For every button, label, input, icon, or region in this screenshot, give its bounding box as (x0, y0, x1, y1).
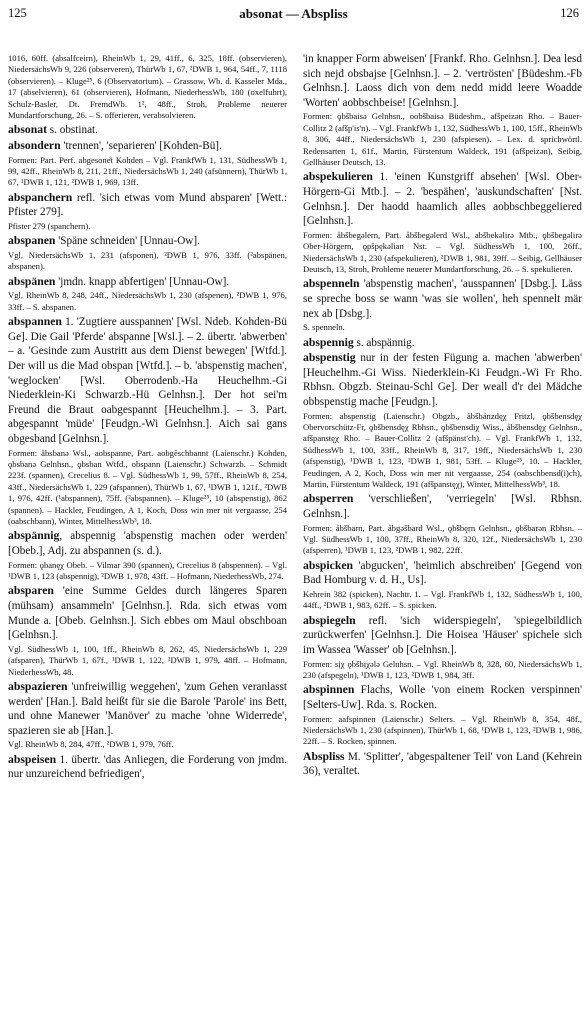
definition: nur in der festen Fügung a. machen 'abwerben' [Heuchelhm.-Gi Wiss. Niederklein-Ki Feudgn.-Wi Fr Rho. Rbhsn. Obgzb. Steinau-Schl Ge]. Der weall d'r dei Mädche obbspenstig mache [Feudgn.]. (303, 352, 582, 408)
definition: 'abspenstig machen', 'ausspannen' [Dsbg.]. Läss se spreche boss se wann 'was sie wollen', heh spennelt mär nex ab [Dsbg.]. (303, 278, 582, 320)
definition: s. obstinat. (46, 124, 98, 137)
definition: 'verschließen', 'verriegeln' [Wsl. Rbhsn. Gelnhsn.]. (303, 493, 582, 520)
dictionary-entry (303, 336, 582, 351)
headword: abspanen (8, 234, 56, 248)
entry-references: S. spenneln. (303, 322, 345, 333)
dictionary-entry (303, 559, 582, 588)
dictionary-entry (8, 529, 287, 558)
headword: abspazieren (8, 680, 68, 694)
dictionary-entry (8, 139, 287, 154)
headword: abspicken (303, 558, 354, 572)
dictionary-entry (8, 191, 287, 220)
dictionary-entry (8, 753, 287, 782)
entry-references: Kehrein 382 (spicken), Nachtr. 1. – Vgl. FrankfWb 1, 132, SüdhessWb 1, 100, 44ff., ²DWB 1, 983, 62ff. – S. spicken. (303, 589, 582, 611)
definition: 'jmdn. knapp abfertigen' [Unnau-Ow]. (55, 275, 230, 288)
headword: abspännig (8, 529, 60, 543)
entry-references: Formen: åbšbarn, Part. åbgəšbard Wsl., ǫbšbęṛn Gelnhsn., ǫbšbarən Rbhsn. – Vgl. SüdhessWb 1, 100, 37ff., RheinWb 8, 320, 12f., NiedersächsWb 1, 230 (afsperren), ¹DWB 1, 123, ²DWB 1, 982, 22ff. (303, 522, 582, 556)
entry-references: Pfister 279 (spanchern). (8, 221, 91, 232)
definition: refl. 'sich etwas vom Mund absparen' [Wett.: Pfister 279]. (8, 191, 287, 219)
headword: abspenneln (303, 277, 360, 291)
definition: s. abspännig. (353, 336, 415, 349)
headword: abspannen (8, 315, 62, 329)
headword: abspeisen (8, 752, 57, 766)
dictionary-entry (8, 680, 287, 738)
page-number-left: 125 (8, 6, 27, 20)
dictionary-entry (303, 170, 582, 228)
definition: refl. 'sich widerspiegeln', 'spiegelbildlich zurückwerfen' [Gelnhsn.]. Die Hoisea 'Häuser' spichele sich im Wassea 'Wasser' ob [Gelnhsn.]. (303, 614, 582, 656)
entry-references: 1016, 60ff. (absalfceirn), RheinWb 1, 29, 41ff., 6, 325, 18ff. (observieren), NiedersächsWb 9, 226 (observeren), ThürWb 1, 67, ²DWB 1, 964, 54ff., 7, 1118 (observieren). – Kluge²⁵, 6 (Observatorium). – Grassow, Wb. d. Kasseler Mda., 17 (abselvieren), 61 (observieren), Hofmann, NiederhessWb, 180 (oxelfuhrt), Schulz-Basler, Dt. FremdWb. 1², 48ff., Stroh, Probleme neuerer Mundartforschung, 26. – S. offerieren, verabsolvieren. (8, 53, 287, 121)
dictionary-entry (8, 234, 287, 249)
definition: 'abgucken', 'heimlich abschreiben' [Gegend von Bad Homburg v. d. H., Us]. (303, 559, 582, 587)
dictionary-entry (8, 275, 287, 290)
headword: absonat (8, 123, 47, 137)
left-column (8, 52, 287, 1024)
entry-references: Formen: ǫbanęχ Obeb. – Vilmar 390 (spannen), Crecelius 8 (abspennen). – Vgl. ¹DWB 1, 123 (abspennig), ²DWB 1, 978, 43ff. – Hofmann, NiederhessWb, 274. (8, 559, 287, 582)
dictionary-entry (303, 351, 582, 409)
dictionary-entry (303, 683, 582, 712)
entry-references: Vgl. SüdhessWb 1, 100, 1ff., RheinWb 8, 262, 45, NiedersächsWb 1, 229 (afsparen), ThürWb 1, 67f., ¹DWB 1, 122, ²DWB 1, 979, 48ff. – Hofmann, NiederhessWb, 48. (8, 643, 287, 677)
page-header (0, 6, 587, 26)
dictionary-entry (303, 492, 582, 521)
definition: 'trennen', 'separieren' [Kohden-Bü]. (60, 140, 222, 153)
dictionary-entry (8, 123, 287, 138)
entry-references: Formen: abspenstig (Laienschr.) Obgzb., åbšbånzdęχ Fritzl, ǫbšbensdęχ Obervorschütz-Fr, ǫbšbensdęχ Rbhsn., ǫbšbensdiχ Wiss., åbšbensdęχ Gelnhsn., afšpanstęχ Rho. – Bauer-Collitz 2 (afšpänst'ch). – Vgl. FrankfWb 1, 132, SüdhessWb 1, 100, 33ff., RheinWb 8, 317, 19ff., NiedersächsWb 1, 230 (afspenstig), ¹DWB 1, 123, ²DWB 1, 981, 53ff. – Kluge²⁵, 10. – Hackler, Feudingen, A 2, Koch, Doss win mer nit vergaasse, 254 (oabschbensd(i)ch), Martin, Fürstentum Waldeck, 191 (afšpanstęχ), Winter, MittelhessWb³, 18. (303, 410, 582, 489)
definition: , abspennig 'abspenstig machen oder werden' [Obeb.], Adj. zu abspannen (s. d.). (8, 530, 287, 558)
headword: Abspliss (303, 749, 345, 763)
entry-references: Vgl. RheinWb 8, 248, 24ff., NiedersächsWb 1, 230 (afspenen), ²DWB 1, 976, 33ff. – S. abspanen. (8, 290, 287, 312)
headword: abspiegeln (303, 613, 356, 627)
headword: abspinnen (303, 683, 355, 697)
page-number-right: 126 (560, 6, 579, 20)
definition: 1. übertr. 'das Anliegen, die Forderung von jmdm. nur unzureichend befriedigen', (8, 753, 287, 781)
dictionary-entry (303, 277, 582, 321)
entry-references: Formen: ǫbšbaisə Gelnhsn., oobšbaisə Büdeshm., afšpeizən Rho. – Bauer-Collitz 2 (afšp'is'n). – Vgl. FrankfWb 1, 132, SüdhessWb 1, 100, 15ff., RheinWb 8, 306, 44ff., NiedersächsWb 1, 230 (afspiesen). – Lex. d. sprichwörtl. Redensarten 1, 61f., Martin, Fürstentum Waldeck, 191 (afšpeizən), Seibig, Gellhäuser Deutsch, 13. (303, 111, 582, 167)
dictionary-entry (303, 750, 582, 779)
definition: 'Späne schneiden' [Unnau-Ow]. (55, 235, 200, 248)
entry-references: Vgl. RheinWb 8, 284, 47ff., ²DWB 1, 979, 76ff. (8, 739, 174, 750)
headword: absondern (8, 139, 61, 153)
dictionary-entry (8, 315, 287, 446)
definition: 1. 'Zugtiere ausspannen' [Wsl. Ndeb. Kohden-Bü Ge]. Die Gail 'Pferde' abspanne [Wsl.]. – 2. übertr. 'abwerben' – a. 'Gesinde zum Austritt aus dem Dienst bewegen' [Wtfd.]. Der will us die Mad obspan [Wtfd.]. – b. 'abspenstig machen', 'weglocken' [Wsl. Oberrodenb.-Ha Heuchelhm.-Gi Niederklein-Ki Schwarzb.-Hü Gelnhsn.]. Der hot sei'm Freund die Braut oabgespannt [Heuchelhm.]. – 3. Part. abgespannt 'müde' [Feudgn.-Wi Gelnhsn.]. Aich sai gans obgesband [Gelnhsn.]. (8, 316, 287, 445)
definition: M. 'Splitter', 'abgespaltener Teil' von Land (Kehrein 36), veraltet. (303, 750, 582, 778)
headword: abspennig (303, 335, 354, 349)
headword: abspekulieren (303, 170, 373, 184)
headword: abspenstig (303, 351, 356, 365)
headword: absparen (8, 584, 54, 598)
right-column (303, 52, 582, 1024)
dictionary-entry (8, 584, 287, 642)
dictionary-entry-continued (303, 52, 582, 110)
entry-references: Formen: Part. Perf. abgesone̊t Kohden – Vgl. FrankfWb 1, 131, SüdhessWb 1, 99, 42ff., RheinWb 8, 211, 21ff., NiedersächsWb 1, 240 (afsünnern), ThürWb 1, 67, ¹DWB 1, 121, ²DWB 1, 969, 13ff. (8, 154, 287, 188)
headword: absperren (303, 492, 354, 506)
definition: 'unfreiwillig weggehen', 'zum Gehen veranlasst werden' [Han.]. Bald heißt für sie die Barole 'Parole' ins Bett, und ohne Manewer 'Manöver' zu mache 'ohne Widerrede', spazieren sie ab [Han.]. (8, 681, 287, 737)
entry-references: Formen: aafspinnen (Laienschr.) Selters. – Vgl. RheinWb 8, 354, 48f., NiedersächsWb 1, 230 (afspinnen), ThürWb 1, 68, ¹DWB 1, 123, ²DWB 1, 986, 22ff. – S. Rocken, spinnen. (303, 713, 582, 747)
definition: 'eine Summe Geldes durch längeres Sparen (mühsam) ansammeln' [Gelnhsn.]. Rda. sich etwas vom Munde a. [Obeb. Gelnhsn.]. Sich ebbes om Maul obschboan [Gelnhsn.]. (8, 585, 287, 642)
entry-references: Formen: åbsbanə Wsl., aobspanne, Part. aobgĕschbannt (Laienschr.) Kohden, ǫbsbanə Gelnhsn., ǫbsban Wtfd., obspann (Laienschr.) Schwarzb. – Schmidt 223f. (spannen), Crecelius 8. – Vgl. SüdhessWb 1, 99, 57ff., RheinWb 8, 254, 43ff., NiedersächsWb 1, 229 (afspannen), ThürWb 1, 67, ¹DWB 1, 121f., ²DWB 1, 976, 42ff. (¹abspannen), 75ff. (²abspannen). – Kluge²⁵, 10 (abspenstig), 862 (spannen). – Hackler, Feudingen, A 1, Koch, Doss win mer nit vergaasse, 254 (oabschbann), Winter, MittelhessWb³, 18. (8, 447, 287, 527)
entry-references: Formen: åbšbegəlern, Part. åbšbegəlerd Wsl., abšbekəlirə Mtb., ǫbšbegəlirə Ober-Hörgern, ǫpšpękəlian Nst. – Vgl. SüdhessWb 1, 100, 26ff., NiedersächsWb 1, 230 (afspekulieren), ²DWB 1, 981, 39ff. – Seibig, Gellhäuser Deutsch, 13, Stroh, Probleme neuerer Mundartforschung, 26. – S. spekulieren. (303, 229, 582, 274)
entry-references: Formen: sịχ ǫbšbịχələ Gelnhsn. – Vgl. RheinWb 8, 328, 60, NiedersächsWb 1, 230 (afspegeln), ¹DWB 1, 123, ²DWB 1, 984, 3ff. (303, 658, 582, 680)
running-title: absonat — Abspliss (239, 6, 348, 21)
definition: 1. 'einen Kunstgriff absehen' [Wsl. Ober-Hörgern-Gi Mtb.]. – 2. 'bespähen', 'auskundschaften' [Nst. Gelnhsn.]. Der haodd haamlich alles aobbschbeggeliered [Gelnhsn.]. (303, 171, 582, 228)
headword: abspanchern (8, 190, 73, 204)
definition: 'in knapper Form abweisen' [Frankf. Rho. Gelnhsn.]. Dea lesd sich nejd obsbajse [Gelnhsn.]. – 2. 'vertrösten' [Büdeshm.-Fb Gelnhsn.]. Laoss dich von dem nedd midd leere Woadde 'Worten' aobbschbeise! [Gelnhsn.]. (303, 53, 582, 109)
entry-references: Vgl. NiedersächsWb 1, 231 (afsponen), ²DWB 1, 976, 33ff. (²abspänen, abspanen). (8, 250, 287, 272)
headword: abspänen (8, 274, 56, 288)
definition: Flachs, Wolle 'von einem Rocken verspinnen' [Selters-Uw]. Rda. s. Rocken. (303, 684, 582, 711)
dictionary-entry (303, 614, 582, 658)
